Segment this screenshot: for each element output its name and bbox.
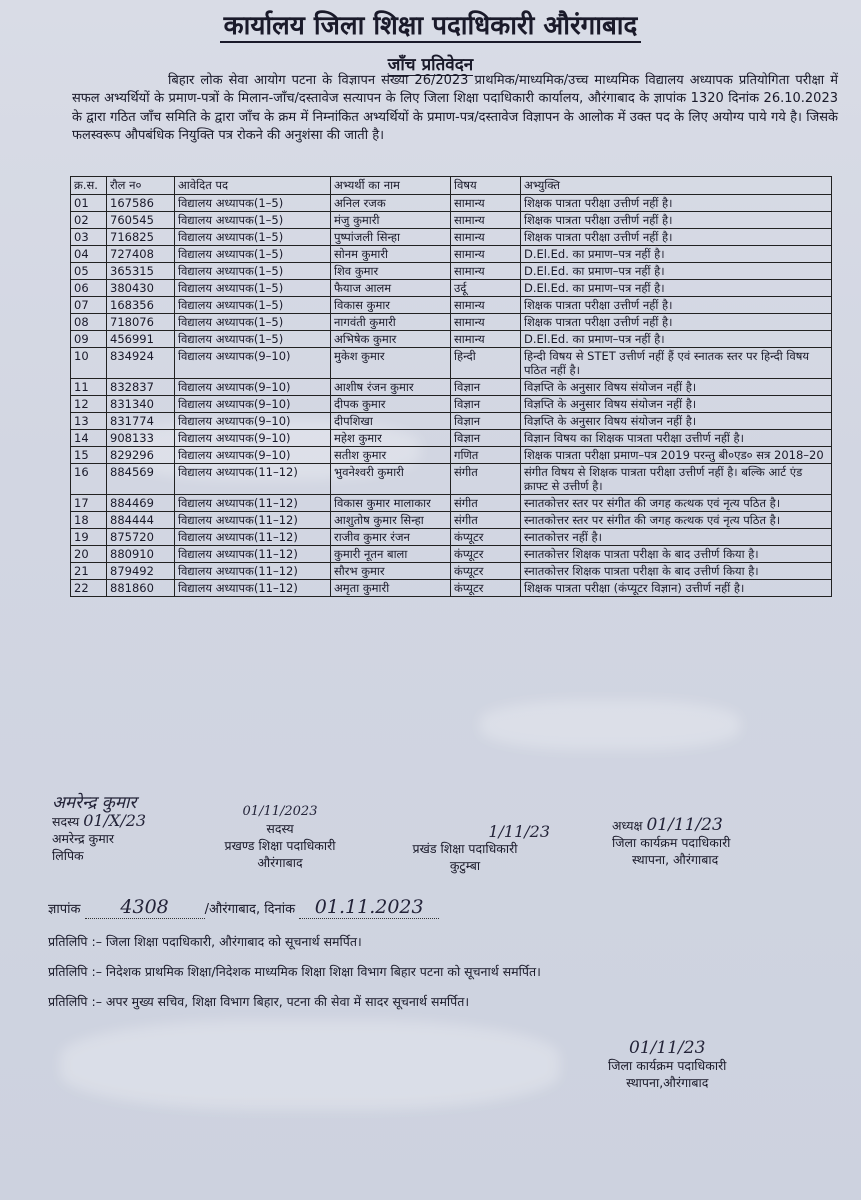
- signatory-place: स्थापना, औरंगाबाद: [632, 852, 719, 867]
- signatory-place: कुटुम्बा: [449, 858, 481, 873]
- signatory-post: प्रखंड शिक्षा पदाधिकारी: [412, 841, 518, 856]
- role-label: सदस्य: [52, 814, 80, 829]
- cell-remark: शिक्षक पात्रता परीक्षा उत्तीर्ण नहीं है।: [521, 229, 832, 246]
- cell-remark: विज्ञप्ति के अनुसार विषय संयोजन नहीं है।: [521, 396, 832, 413]
- role-label: अध्यक्ष: [612, 818, 643, 833]
- cell-roll: 760545: [107, 212, 175, 229]
- handwritten-date: 1/11/23: [488, 822, 550, 841]
- intro-paragraph: बिहार लोक सेवा आयोग पटना के विज्ञापन संख्या 26/2023 प्राथमिक/माध्यमिक/उच्च माध्यमिक विद्यालय अध्यापक प्रतियोगिता परीक्षा में सफल अभ्यर्थियों के प्रमाण-पत्रों के मिलान-जाँच/दस्तावेज सत्यापन के लिए जिला शिक्षा पदाधिकारी कार्यालय, औरंगाबाद के ज्ञापांक 1320 दिनांक 26.10.2023 के द्वारा गठित जाँच समिति के द्वारा जाँच के क्रम में निम्नांकित अभ्यर्थियों के प्रमाण-पत्र/दस्तावेज विज्ञापन के आलोक में उक्त पद के लिए अयोग्य पाये गये है। जिसके फलस्वरूप औपबंधिक नियुक्ति पत्र रोकने की अनुशंसा की जाती है।: [72, 73, 838, 144]
- header-serial: क्र.स.: [71, 177, 107, 195]
- cell-subject: उर्दू: [451, 280, 521, 297]
- cell-remark: स्नातकोत्तर स्तर पर संगीत की जगह कत्थक एवं नृत्य पठित है।: [521, 495, 832, 512]
- cell-remark: स्नातकोत्तर स्तर पर संगीत की जगह कत्थक एवं नृत्य पठित है।: [521, 512, 832, 529]
- cell-name: मंजु कुमारी: [331, 212, 451, 229]
- cell-roll: 456991: [107, 331, 175, 348]
- cell-name: पुष्पांजली सिन्हा: [331, 229, 451, 246]
- cell-roll: 168356: [107, 297, 175, 314]
- signature-dpo: [612, 817, 812, 868]
- cell-post: विद्यालय अध्यापक(9–10): [175, 413, 331, 430]
- cell-post: विद्यालय अध्यापक(1–5): [175, 229, 331, 246]
- cell-post: विद्यालय अध्यापक(1–5): [175, 297, 331, 314]
- cell-roll: 875720: [107, 529, 175, 546]
- cell-remark: हिन्दी विषय से STET उत्तीर्ण नहीं हैं एवं स्नातक स्तर पर हिन्दी विषय पठित नहीं है।: [521, 348, 832, 379]
- cell-subject: विज्ञान: [451, 430, 521, 447]
- table-row: [71, 280, 832, 297]
- cell-post: विद्यालय अध्यापक(1–5): [175, 263, 331, 280]
- signatory-name: अमरेन्द्र कुमार: [52, 831, 115, 846]
- cell-remark: विज्ञान विषय का शिक्षक पात्रता परीक्षा उत्तीर्ण नहीं है।: [521, 430, 832, 447]
- signature-beo-aurangabad: [205, 803, 355, 871]
- paper-crease: [60, 1020, 560, 1110]
- cell-name: भुवनेश्वरी कुमारी: [331, 464, 451, 495]
- cell-serial: 17: [71, 495, 107, 512]
- cell-subject: गणित: [451, 447, 521, 464]
- header-roll: रौल न०: [107, 177, 175, 195]
- table-row: [71, 546, 832, 563]
- table-row: [71, 495, 832, 512]
- cell-name: सतीश कुमार: [331, 447, 451, 464]
- cell-roll: 908133: [107, 430, 175, 447]
- cell-serial: 01: [71, 195, 107, 212]
- cell-name: सोनम कुमारी: [331, 246, 451, 263]
- cc-line: प्रतिलिपि :– जिला शिक्षा पदाधिकारी, औरंगाबाद को सूचनार्थ समर्पित।: [48, 934, 362, 949]
- cell-roll: 884444: [107, 512, 175, 529]
- cell-serial: 09: [71, 331, 107, 348]
- table-body: [71, 195, 832, 597]
- cell-roll: 881860: [107, 580, 175, 597]
- header-subject: विषय: [451, 177, 521, 195]
- cell-roll: 380430: [107, 280, 175, 297]
- cell-serial: 13: [71, 413, 107, 430]
- cell-remark: शिक्षक पात्रता परीक्षा उत्तीर्ण नहीं है।: [521, 314, 832, 331]
- cell-subject: सामान्य: [451, 195, 521, 212]
- handwritten-name: अमरेन्द्र कुमार: [52, 793, 137, 813]
- cell-name: सौरभ कुमार: [331, 563, 451, 580]
- cell-roll: 829296: [107, 447, 175, 464]
- cell-name: अनिल रजक: [331, 195, 451, 212]
- cell-subject: सामान्य: [451, 263, 521, 280]
- cell-subject: कंप्यूटर: [451, 529, 521, 546]
- signatory-post: लिपिक: [52, 848, 84, 863]
- cell-subject: सामान्य: [451, 246, 521, 263]
- cell-roll: 884569: [107, 464, 175, 495]
- cell-remark: शिक्षक पात्रता परीक्षा उत्तीर्ण नहीं है।: [521, 195, 832, 212]
- cell-post: विद्यालय अध्यापक(9–10): [175, 430, 331, 447]
- cell-remark: शिक्षक पात्रता परीक्षा उत्तीर्ण नहीं है।: [521, 297, 832, 314]
- cell-post: विद्यालय अध्यापक(1–5): [175, 195, 331, 212]
- cell-subject: विज्ञान: [451, 396, 521, 413]
- cell-serial: 19: [71, 529, 107, 546]
- table-row: [71, 580, 832, 597]
- cell-serial: 02: [71, 212, 107, 229]
- cell-serial: 04: [71, 246, 107, 263]
- cell-post: विद्यालय अध्यापक(1–5): [175, 246, 331, 263]
- office-heading: कार्यालय जिला शिक्षा पदाधिकारी औरंगाबाद: [0, 6, 861, 42]
- cell-remark: D.El.Ed. का प्रमाण–पत्र नहीं है।: [521, 263, 832, 280]
- cell-roll: 716825: [107, 229, 175, 246]
- table-row: [71, 246, 832, 263]
- cell-serial: 08: [71, 314, 107, 331]
- cell-serial: 21: [71, 563, 107, 580]
- signatory-place: स्थापना,औरंगाबाद: [626, 1075, 709, 1090]
- cell-subject: कंप्यूटर: [451, 546, 521, 563]
- cell-serial: 12: [71, 396, 107, 413]
- cell-name: आशुतोष कुमार सिन्हा: [331, 512, 451, 529]
- cell-post: विद्यालय अध्यापक(1–5): [175, 331, 331, 348]
- table-row: [71, 464, 832, 495]
- report-title: जाँच प्रतिवेदन: [387, 55, 474, 75]
- cell-name: फैयाज आलम: [331, 280, 451, 297]
- paper-crease: [480, 700, 740, 750]
- cell-roll: 167586: [107, 195, 175, 212]
- cell-name: दीपक कुमार: [331, 396, 451, 413]
- cell-remark: संगीत विषय से शिक्षक पात्रता परीक्षा उत्तीर्ण नहीं है। बल्कि आर्ट एंड क्राफ्ट से उत्तीर्ण है।: [521, 464, 832, 495]
- table-header-row: [71, 177, 832, 195]
- cell-name: नागवंती कुमारी: [331, 314, 451, 331]
- table-row: [71, 447, 832, 464]
- cell-serial: 15: [71, 447, 107, 464]
- cell-remark: विज्ञप्ति के अनुसार विषय संयोजन नहीं है।: [521, 413, 832, 430]
- cell-remark: शिक्षक पात्रता परीक्षा उत्तीर्ण नहीं है।: [521, 212, 832, 229]
- table-row: [71, 348, 832, 379]
- table-row: [71, 413, 832, 430]
- cell-name: अमृता कुमारी: [331, 580, 451, 597]
- cc-line: प्रतिलिपि :– अपर मुख्य सचिव, शिक्षा विभाग बिहार, पटना की सेवा में सादर सूचनार्थ समर्पित।: [48, 994, 470, 1009]
- cell-name: विकास कुमार मालाकार: [331, 495, 451, 512]
- cell-remark: D.El.Ed. का प्रमाण–पत्र नहीं है।: [521, 331, 832, 348]
- table-row: [71, 229, 832, 246]
- cell-roll: 365315: [107, 263, 175, 280]
- cell-subject: संगीत: [451, 512, 521, 529]
- cell-remark: स्नातकोत्तर शिक्षक पात्रता परीक्षा के बाद उत्तीर्ण किया है।: [521, 563, 832, 580]
- cell-roll: 832837: [107, 379, 175, 396]
- cell-post: विद्यालय अध्यापक(1–5): [175, 280, 331, 297]
- cell-name: महेश कुमार: [331, 430, 451, 447]
- cell-subject: सामान्य: [451, 229, 521, 246]
- header-post: आवेदित पद: [175, 177, 331, 195]
- role-label: सदस्य: [266, 821, 294, 836]
- signatory-place: औरंगाबाद: [257, 855, 303, 870]
- table-row: [71, 512, 832, 529]
- cell-remark: D.El.Ed. का प्रमाण–पत्र नहीं है।: [521, 280, 832, 297]
- cell-serial: 20: [71, 546, 107, 563]
- cell-serial: 07: [71, 297, 107, 314]
- cell-post: विद्यालय अध्यापक(11–12): [175, 464, 331, 495]
- cell-remark: D.El.Ed. का प्रमाण–पत्र नहीं है।: [521, 246, 832, 263]
- cell-post: विद्यालय अध्यापक(9–10): [175, 447, 331, 464]
- header-remark: अभ्युक्ति: [521, 177, 832, 195]
- cell-name: विकास कुमार: [331, 297, 451, 314]
- cell-name: दीपशिखा: [331, 413, 451, 430]
- cell-subject: कंप्यूटर: [451, 580, 521, 597]
- cell-name: शिव कुमार: [331, 263, 451, 280]
- cell-subject: विज्ञान: [451, 379, 521, 396]
- cell-subject: संगीत: [451, 464, 521, 495]
- memo-number: 4308: [85, 896, 205, 919]
- cell-subject: सामान्य: [451, 331, 521, 348]
- handwritten-date: 01/11/2023: [242, 804, 318, 819]
- memo-place: /औरंगाबाद, दिनांक: [204, 902, 296, 917]
- cell-serial: 10: [71, 348, 107, 379]
- cell-serial: 18: [71, 512, 107, 529]
- candidates-table: [70, 176, 832, 597]
- table-row: [71, 212, 832, 229]
- cell-serial: 22: [71, 580, 107, 597]
- memo-label: ज्ञापांक: [48, 902, 81, 917]
- signatory-post: प्रखण्ड शिक्षा पदाधिकारी: [224, 838, 336, 853]
- table-row: [71, 563, 832, 580]
- cell-serial: 11: [71, 379, 107, 396]
- cc-line: प्रतिलिपि :– निदेशक प्राथमिक शिक्षा/निदेशक माध्यमिक शिक्षा शिक्षा विभाग बिहार पटना को सूचनार्थ समर्पित।: [48, 964, 541, 979]
- cell-remark: शिक्षक पात्रता परीक्षा (कंप्यूटर विज्ञान) उत्तीर्ण नहीं है।: [521, 580, 832, 597]
- cell-post: विद्यालय अध्यापक(9–10): [175, 379, 331, 396]
- cell-remark: स्नातकोत्तर शिक्षक पात्रता परीक्षा के बाद उत्तीर्ण किया है।: [521, 546, 832, 563]
- cell-post: विद्यालय अध्यापक(11–12): [175, 563, 331, 580]
- cell-subject: संगीत: [451, 495, 521, 512]
- cell-name: मुकेश कुमार: [331, 348, 451, 379]
- cell-name: राजीव कुमार रंजन: [331, 529, 451, 546]
- table-row: [71, 396, 832, 413]
- cell-subject: कंप्यूटर: [451, 563, 521, 580]
- cell-serial: 14: [71, 430, 107, 447]
- cell-serial: 06: [71, 280, 107, 297]
- cell-roll: 880910: [107, 546, 175, 563]
- cell-post: विद्यालय अध्यापक(11–12): [175, 546, 331, 563]
- memo-line: [48, 896, 439, 919]
- cell-name: कुमारी नूतन बाला: [331, 546, 451, 563]
- handwritten-date: 01/11/23: [629, 1038, 706, 1058]
- cell-post: विद्यालय अध्यापक(9–10): [175, 348, 331, 379]
- handwritten-date: 01/11/23: [646, 815, 723, 835]
- handwritten-date: 01/X/23: [83, 811, 147, 830]
- cell-post: विद्यालय अध्यापक(11–12): [175, 529, 331, 546]
- table-row: [71, 314, 832, 331]
- cell-post: विद्यालय अध्यापक(1–5): [175, 314, 331, 331]
- cell-post: विद्यालय अध्यापक(1–5): [175, 212, 331, 229]
- cell-subject: विज्ञान: [451, 413, 521, 430]
- signature-beo-kutumba: [380, 823, 550, 874]
- signatory-post: जिला कार्यक्रम पदाधिकारी: [612, 835, 731, 850]
- signature-row: [0, 795, 861, 895]
- cell-post: विद्यालय अध्यापक(11–12): [175, 512, 331, 529]
- table-row: [71, 379, 832, 396]
- cell-remark: विज्ञप्ति के अनुसार विषय संयोजन नहीं है।: [521, 379, 832, 396]
- cell-post: विद्यालय अध्यापक(11–12): [175, 495, 331, 512]
- cell-name: अभिषेक कुमार: [331, 331, 451, 348]
- memo-date: 01.11.2023: [299, 896, 439, 919]
- cell-remark: स्नातकोत्तर नहीं है।: [521, 529, 832, 546]
- cell-remark: शिक्षक पात्रता परीक्षा प्रमाण–पत्र 2019 परन्तु बी०एड० सत्र 2018–20: [521, 447, 832, 464]
- cell-subject: सामान्य: [451, 297, 521, 314]
- table-row: [71, 331, 832, 348]
- cell-serial: 03: [71, 229, 107, 246]
- cell-name: आशीष रंजन कुमार: [331, 379, 451, 396]
- cell-roll: 879492: [107, 563, 175, 580]
- cell-roll: 884469: [107, 495, 175, 512]
- cell-subject: हिन्दी: [451, 348, 521, 379]
- signatory-post: जिला कार्यक्रम पदाधिकारी: [608, 1058, 727, 1073]
- cell-roll: 831340: [107, 396, 175, 413]
- header-name: अभ्यर्थी का नाम: [331, 177, 451, 195]
- cell-roll: 834924: [107, 348, 175, 379]
- cell-roll: 831774: [107, 413, 175, 430]
- cell-roll: 727408: [107, 246, 175, 263]
- cell-subject: सामान्य: [451, 212, 521, 229]
- cell-subject: सामान्य: [451, 314, 521, 331]
- cell-serial: 16: [71, 464, 107, 495]
- cell-serial: 05: [71, 263, 107, 280]
- table-row: [71, 263, 832, 280]
- signature-clerk: [52, 795, 146, 864]
- table-row: [71, 195, 832, 212]
- cell-post: विद्यालय अध्यापक(9–10): [175, 396, 331, 413]
- cell-post: विद्यालय अध्यापक(11–12): [175, 580, 331, 597]
- final-signature: [608, 1040, 726, 1091]
- table-row: [71, 529, 832, 546]
- table-row: [71, 297, 832, 314]
- table-row: [71, 430, 832, 447]
- cell-roll: 718076: [107, 314, 175, 331]
